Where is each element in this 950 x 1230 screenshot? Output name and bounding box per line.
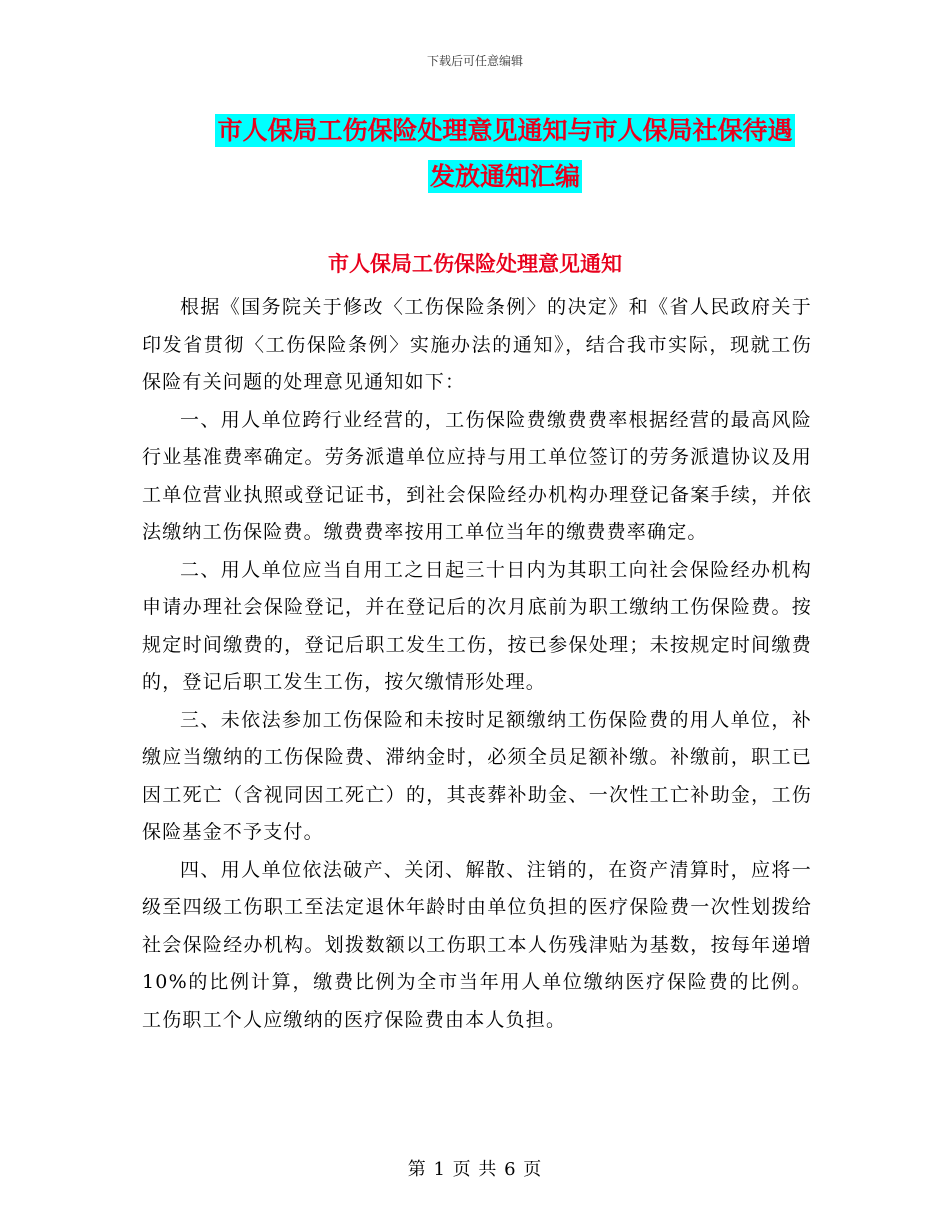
document-title-line-2: 发放通知汇编 bbox=[429, 162, 580, 191]
page-number: 第 1 页 共 6 页 bbox=[407, 1159, 543, 1180]
paragraph-item-3: 三、未依法参加工伤保险和未按时足额缴纳工伤保险费的用人单位，补缴应当缴纳的工伤保险费、滞纳金时，必须全员足额补缴。补缴前，职工已因工死亡（含视同因工死亡）的，其丧葬补助金、一次性工亡补助金，工伤保险基金不予支付。 bbox=[142, 708, 812, 843]
paragraph-item-2: 二、用人单位应当自用工之日起三十日内为其职工向社会保险经办机构申请办理社会保险登记，并在登记后的次月底前为职工缴纳工伤保险费。按规定时间缴费的，登记后职工发生工伤，按已参保处理；未按规定时间缴费的，登记后职工发生工伤，按欠缴情形处理。 bbox=[142, 558, 812, 693]
paragraph-item-1: 一、用人单位跨行业经营的，工伤保险费缴费费率根据经营的最高风险行业基准费率确定。劳务派遣单位应持与用工单位签订的劳务派遣协议及用工单位营业执照或登记证书，到社会保险经办机构办理登记备案手续，并依法缴纳工伤保险费。缴费费率按用工单位当年的缴费费率确定。 bbox=[142, 408, 812, 543]
document-body bbox=[142, 289, 812, 1039]
document-title-line-1: 市人保局工伤保险处理意见通知与市人保局社保待遇 bbox=[217, 116, 793, 145]
section-title: 市人保局工伤保险处理意见通知 bbox=[328, 251, 622, 276]
paragraph-item-4: 四、用人单位依法破产、关闭、解散、注销的，在资产清算时，应将一级至四级工伤职工至法定退休年龄时由单位负担的医疗保险费一次性划拨给社会保险经办机构。划拨数额以工伤职工本人伤残津贴为基数，按每年递增10%的比例计算，缴费比例为全市当年用人单位缴纳医疗保险费的比例。工伤职工个人应缴纳的医疗保险费由本人负担。 bbox=[142, 858, 812, 1031]
paragraph-intro: 根据《国务院关于修改〈工伤保险条例〉的决定》和《省人民政府关于印发省贯彻〈工伤保险条例〉实施办法的通知》，结合我市实际，现就工伤保险有关问题的处理意见通知如下： bbox=[142, 296, 812, 393]
header-note: 下载后可任意编辑 bbox=[426, 54, 523, 68]
document-title bbox=[140, 108, 870, 200]
